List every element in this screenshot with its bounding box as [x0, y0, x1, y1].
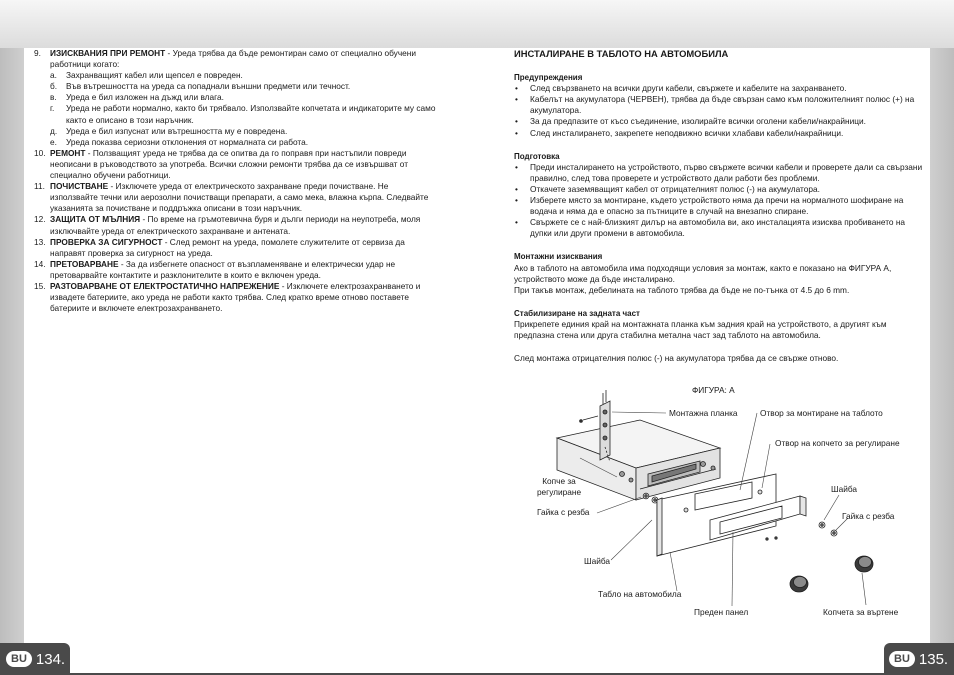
mount-text: Ако в таблото на автомобила има подходящи условия за монтаж, както е показано на ФИГУРА А, устройството може да бъде инсталирано. [514, 262, 892, 284]
warnings-heading: Предупреждения [514, 73, 583, 83]
label-dash-hole: Отвор за монтиране на таблото [760, 408, 883, 418]
page-title: ИНСТАЛИРАНЕ В ТАБЛОТО НА АВТОМОБИЛА [514, 48, 729, 59]
bullet-text: Откачете заземяващият кабел от отрицателният полюс (-) на акумулатора. [530, 183, 820, 194]
section-title: ПРЕТОВАРВАНЕ [50, 258, 119, 269]
section-number: 11. [34, 181, 45, 192]
label-adjust-knob: Копче за регулиране [536, 476, 582, 497]
footer-left-tab [0, 643, 70, 675]
bullet-text: За да предпазите от късо съединение, изолирайте всички оголени кабели/накрайници. [530, 116, 866, 127]
rotary-knobs [790, 556, 873, 592]
sub-item-text: Във вътрешността на уреда са попаднали външни предмети или течност. [66, 81, 351, 92]
sub-item-text: Уреда показва сериозни отклонения от нормалната си работа. [66, 136, 309, 147]
bullet-icon: • [515, 161, 518, 172]
bullet-icon: • [515, 183, 518, 194]
bullet-text: Свържете се с най-близкият дилър на автомобила ви, ако инсталацията изисква пробиването на дупки или други промени в автомобила. [530, 217, 906, 239]
section-text: - Уреда трябва да бъде ремонтиран само от специално обучени работници когато: [50, 48, 416, 70]
sub-item-letter: б. [50, 81, 58, 92]
label-dashboard: Табло на автомобила [598, 589, 682, 599]
bullet-text: Кабелът на акумулатора (ЧЕРВЕН), трябва да бъде свързан само към положителният полюс (+) на акумулатора. [530, 94, 915, 116]
section-number: 14. [34, 258, 46, 269]
section-number: 13. [34, 236, 46, 247]
section-text: - По време на гръмотевична буря и дълги периоди на неупотреба, моля изключвайте уреда от електрическото захранване и антената. [50, 214, 421, 236]
page-number-left: 134. [35, 650, 66, 668]
section-text: - След ремонт на уреда, помолете служителите от сервиза да направят проверка за сигурност на уреда. [50, 236, 405, 258]
stabilize-heading: Стабилизиране на задната част [514, 308, 640, 318]
section-title: ИЗИСКВАНИЯ ПРИ РЕМОНТ [50, 48, 166, 58]
bullet-icon: • [515, 195, 518, 206]
preparation-heading: Подготовка [514, 151, 560, 161]
label-mounting-plate: Монтажна планка [669, 408, 738, 418]
label-threaded-nut-right: Гайка с резба [842, 511, 895, 521]
label-knob-hole: Отвор на копчето за регулиране [775, 438, 900, 448]
section-title: РЕМОНТ [50, 147, 86, 158]
label-front-panel: Преден панел [694, 607, 749, 617]
bullet-icon: • [515, 83, 518, 94]
sub-item-text: Уреда не работи нормално, както би трябвало. Използвайте копчетата и индикаторите му само както е описано в този наръчник. [66, 103, 436, 125]
label-washer-left: Шайба [584, 556, 611, 566]
sub-item-letter: е. [50, 136, 57, 147]
sub-item-letter: а. [50, 70, 57, 81]
sub-item-letter: в. [50, 92, 57, 103]
bullet-text: Преди инсталирането на устройството, първо свържете всички кабели и проверете дали са свързани правилно, след това проверете и устройството дали работи без проблеми. [530, 161, 923, 183]
language-badge: BU [6, 651, 32, 667]
language-badge: BU [889, 651, 915, 667]
figure-title: ФИГУРА: А [692, 385, 735, 395]
bullet-icon: • [515, 127, 518, 138]
bullet-icon: • [515, 116, 518, 127]
label-threaded-nut-left: Гайка с резба [537, 507, 590, 517]
footer-right-tab [884, 643, 954, 675]
section-title: ЗАЩИТА ОТ МЪЛНИЯ [50, 214, 141, 225]
sub-item-letter: д. [50, 125, 58, 136]
section-number: 12. [34, 214, 46, 225]
sub-item-text: Захранващият кабел или щепсел е повреден. [66, 70, 243, 81]
label-rotary-knobs: Копчета за въртене [823, 607, 899, 617]
bullet-text: Изберете място за монтиране, където устройството няма да пречи на нормалното шофиране на водача и няма да е опасно за пътниците в случай на внезапно спиране. [530, 195, 904, 217]
mount-text: При такъв монтаж, дебелината на таблото трябва да бъде не по-тънка от 4.5 до 6 mm. [514, 284, 850, 295]
bullet-text: След свързването на всички други кабели, свържете и кабелите на захранването. [530, 83, 847, 94]
section-text: - За да избегнете опасност от възпламеняване и електрически удар не претоварвайте контактите и разклонителите в които е включен уреда. [50, 258, 396, 280]
sub-item-text: Уреда е бил изпуснат или вътрешността му е повредена. [66, 125, 288, 136]
stabilize-text: Прикрепете единия край на монтажната планка към задния край на устройството, а другият към предпазна стена или друга стабилна метална част зад таблото на автомобила. [514, 318, 887, 340]
section-number: 9. [34, 48, 41, 58]
sub-item-text: Уреда е бил изложен на дъжд или влага. [66, 92, 224, 103]
section-text: - Изключете уреда от електрическото захранване преди почистване. Не използвайте течни или аерозолни почистващи препарати, а само мека, влажна кърпа. Следвайте указанията за почистване и поддръжка описани в този наръчник. [50, 181, 429, 214]
section-text: - Изключете електрозахранването и извадете батериите, ако уреда не работи както трябва. След кратко време отново поставете батериите и включете електрозахранването. [50, 280, 421, 314]
section-text: - Ползващият уреда не трябва да се опитва да го поправя при настъпили повреди неописани в ръководството за употреба. Всички сложни ремонти трябва да се извършват от специално обучени работници. [50, 147, 408, 181]
bullet-text: След инсталирането, закрепете неподвижно всички хлабави кабели/накрайници. [530, 127, 844, 138]
section-title: РАЗТОВАРВАНЕ ОТ ЕЛЕКТРОСТАТИЧНО НАПРЕЖЕНИЕ [50, 280, 280, 291]
mount-heading: Монтажни изисквания [514, 252, 603, 262]
section-number: 15. [34, 280, 46, 291]
bullet-icon: • [515, 94, 518, 105]
section-title: ПРОВЕРКА ЗА СИГУРНОСТ [50, 236, 163, 247]
label-washer-right: Шайба [831, 484, 858, 494]
section-number: 10. [34, 147, 46, 158]
page-number-right: 135. [918, 650, 949, 668]
section-title: ПОЧИСТВАНЕ [50, 181, 109, 192]
sub-item-letter: г. [50, 103, 55, 114]
after-mount-text: След монтажа отрицателния полюс (-) на акумулатора трябва да се свърже отново. [514, 353, 839, 364]
bullet-icon: • [515, 217, 518, 228]
